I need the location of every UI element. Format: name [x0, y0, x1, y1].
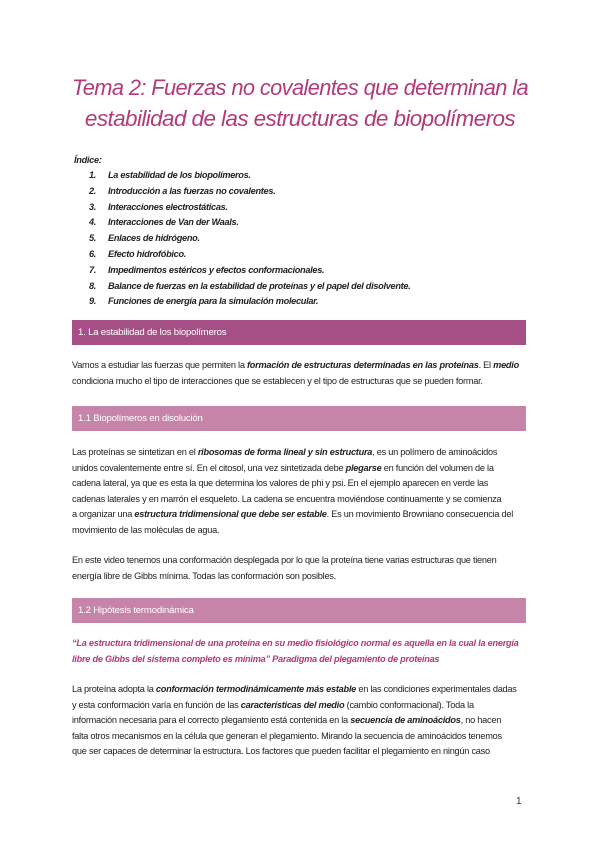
- toc-item: 7. Impedimentos estéricos y efectos conformacionales.: [88, 264, 325, 275]
- title-line-2: estabilidad de las estructuras de biopolímeros: [84, 106, 516, 131]
- section-1-2-paragraph: La proteína adopta la conformación termodinámicamente más estable en las condiciones experimentales dadas y esta conformación varía en función de las características del medio (cambio conformacional). Toda la información necesaria para el correcto plegamiento está contenida en la secuencia de aminoácidos, no hacen falta otros mecanismos en la célula que generan el plegamiento. Mirando la secuencia de aminoácidos tenemos que ser capaces de determinar la estructura. Los factores que pueden facilitar el plegamiento en ningún caso: [72, 684, 517, 757]
- table-of-contents: [74, 153, 410, 310]
- section-1-paragraph: Vamos a estudiar las fuerzas que permiten la formación de estructuras determinadas en las proteínas. El medio condiciona mucho el tipo de interacciones que se establecen y el tipo de estructuras que se pueden formar.: [72, 360, 519, 386]
- quote-block: “La estructura tridimensional de una proteína en su medio fisiológico normal es aquella en la cual la energía libre de Gibbs del sistema completo es mínima” Paradigma del plegamiento de proteínas: [72, 638, 519, 664]
- toc-item: 4. Interacciones de Van der Waals.: [88, 217, 239, 228]
- section-1-1-paragraph-1: Las proteínas se sintetizan en el ribosomas de forma lineal y sin estructura, es un polímero de aminoácidos unidos covalentemente entre sí. En el citosol, una vez sintetizada debe plegarse en función del volumen de la cadena lateral, ya que es esta la que determina los valores de phi y psi. En el ejemplo aparecen en verde las cadenas laterales y en marrón el esqueleto. La cadena se encuentra moviéndose continuamente y se comienza a organizar una estructura tridimensional que debe ser estable. Es un movimiento Browniano consecuencia del movimiento de las moléculas de agua.: [72, 447, 514, 535]
- toc-item: 2. Introducción a las fuerzas no covalentes.: [88, 185, 276, 196]
- section-heading-1-2: 1.2 Hipótesis termodinámica: [72, 598, 526, 623]
- toc-item: 8. Balance de fuerzas en la estabilidad de proteínas y el papel del disolvente.: [88, 280, 411, 291]
- toc-item: 1. La estabilidad de los biopolímeros.: [88, 170, 251, 180]
- toc-item: 6. Efecto hidrofóbico.: [88, 248, 187, 259]
- page-title: [70, 72, 530, 134]
- toc-item: 3. Interacciones electrostáticas.: [88, 201, 228, 212]
- section-1-1-paragraph-2: En este video tenemos una conformación desplegada por lo que la proteína tiene varias estructuras que tienen energía libre de Gibbs mínima. Todas las conformación son posibles.: [72, 555, 497, 581]
- page-number: 1: [516, 796, 522, 807]
- toc-label: Índice:: [74, 155, 102, 165]
- section-heading-1-1: 1.1 Biopolímeros en disolución: [72, 406, 526, 431]
- toc-item: 5. Enlaces de hidrógeno.: [88, 233, 200, 244]
- section-heading-1: 1. La estabilidad de los biopolímeros: [72, 320, 526, 345]
- title-line-1: Tema 2: Fuerzas no covalentes que determinan la: [72, 75, 528, 100]
- toc-item: 9. Funciones de energía para la simulación molecular.: [88, 296, 319, 307]
